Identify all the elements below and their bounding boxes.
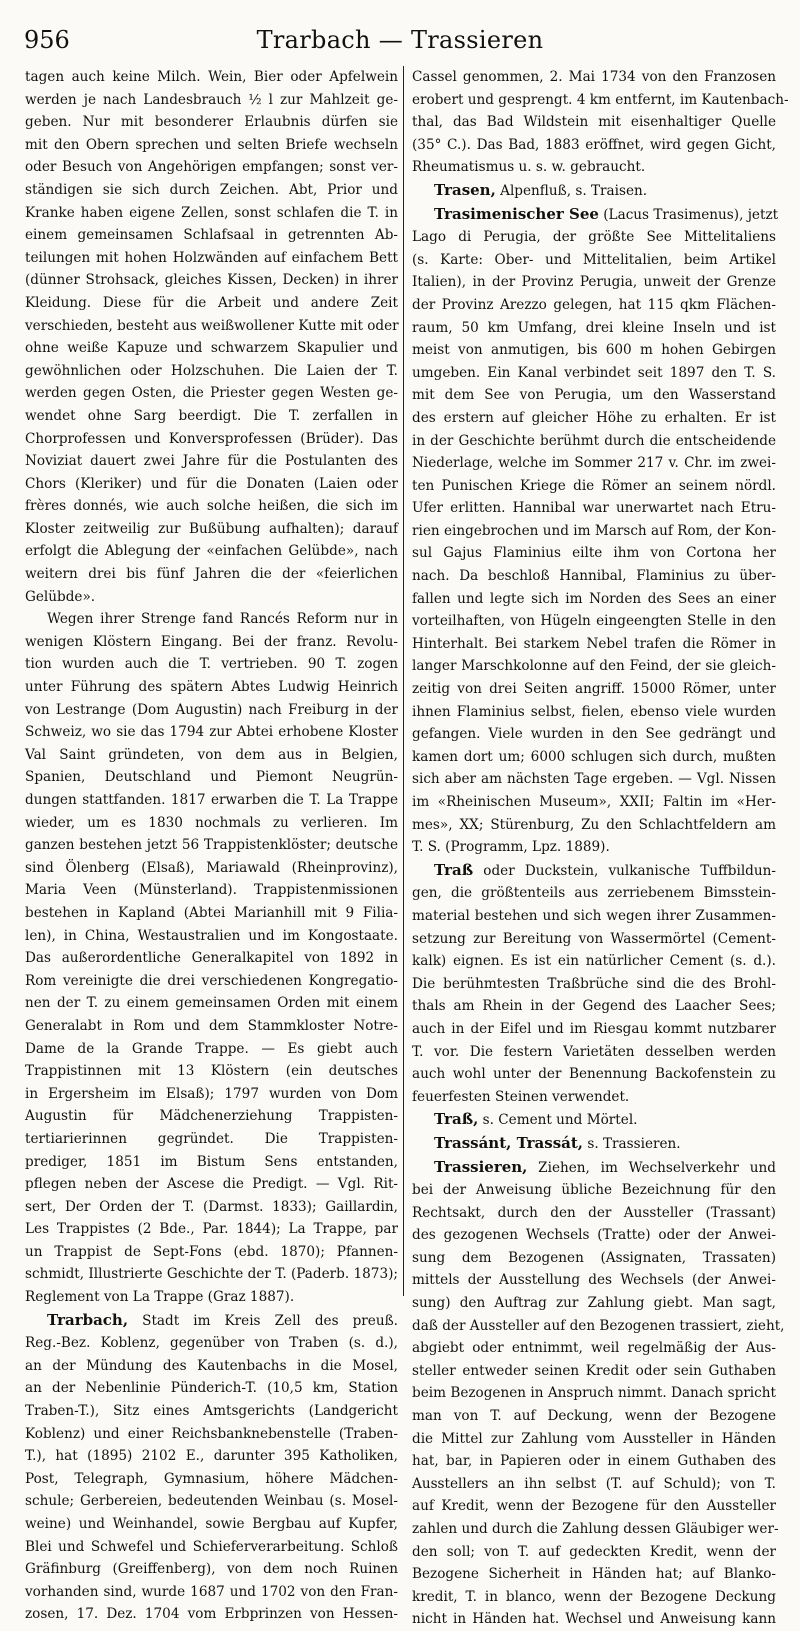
line-text: sul Gajus Flaminius eilte ihm von Cortona her	[412, 545, 776, 562]
line-text: dungen stattfanden. 1817 erwarben die T. La Trappe	[25, 792, 398, 808]
text-line	[25, 111, 398, 134]
line-text: daß der Aussteller auf den Bezogenen trassiert, zieht,	[412, 1317, 785, 1334]
line-text: pflegen neben der Ascese die Predigt. — Vgl. Rit-	[25, 1176, 398, 1193]
text-line	[25, 269, 398, 292]
line-text: an der Mündung des Kautenbachs in die Mosel,	[25, 1357, 398, 1374]
text-line	[25, 292, 398, 315]
line-text: schule; Gerbereien, bedeutenden Weinbau (s. Mosel-	[25, 1493, 398, 1510]
text-line	[412, 156, 776, 179]
text-line	[412, 928, 776, 951]
line-text: weine) und Weinhandel, sowie Bergbau auf Kupfer,	[25, 1516, 398, 1532]
line-text: Lago di Perugia, der größte See Mittelitaliens	[412, 229, 776, 246]
text-line	[412, 905, 776, 928]
line-text: un Trappist de Sept-Fons (ebd. 1870); Pfannen-	[25, 1243, 398, 1260]
text-line	[412, 271, 776, 294]
text-line	[25, 1105, 398, 1128]
line-text: Rechtsakt, durch den der Aussteller (Trassant)	[412, 1204, 776, 1221]
text-line	[25, 1151, 398, 1174]
text-line	[25, 495, 398, 518]
line-text: wenigen Klöstern Eingang. Bei der franz. Revolu-	[25, 633, 398, 650]
text-line	[412, 1450, 776, 1473]
text-line	[412, 882, 776, 905]
line-text: s. Trassieren.	[583, 1135, 681, 1152]
line-text: Generalabt in Rom und dem Stammkloster Notre-	[25, 1017, 398, 1034]
line-text: vorhanden sind, wurde 1687 und 1702 von den Fran-	[25, 1583, 398, 1600]
line-text: zosen, 17. Dez. 1704 vom Erbprinzen von Hessen-	[25, 1606, 398, 1623]
text-line	[25, 766, 398, 789]
line-text: T. S. (Programm, Lpz. 1889).	[412, 839, 610, 856]
text-line	[412, 1405, 776, 1428]
line-text: Hinterhalt. Bei starkem Nebel trafen die Römer in	[412, 635, 776, 652]
text-line	[412, 1247, 776, 1270]
line-text: Die berühmtesten Traßbrüche sind die des Brohl-	[412, 975, 776, 992]
text-line	[412, 1608, 776, 1631]
text-line	[412, 746, 776, 769]
text-line	[412, 475, 776, 498]
text-line	[412, 565, 776, 588]
text-line	[25, 1536, 398, 1559]
page-header	[24, 26, 776, 60]
text-line	[412, 339, 776, 362]
text-line	[25, 179, 398, 202]
text-line	[412, 1586, 776, 1609]
text-line	[25, 1355, 398, 1378]
line-text: (Lacus Trasimenus), jetzt	[598, 206, 779, 223]
text-line	[25, 834, 398, 857]
text-line	[412, 1224, 776, 1247]
line-text: Chorprofessen und Konversprofessen (Brüder). Das	[25, 430, 398, 447]
text-line	[412, 768, 776, 791]
line-text: Kranke haben eigene Zellen, sonst schlafen die T. in	[25, 204, 398, 221]
text-line	[25, 1083, 398, 1106]
line-text: feuerfesten Steinen verwendet.	[412, 1088, 630, 1105]
text-line	[25, 247, 398, 270]
text-line	[25, 608, 398, 631]
text-line	[25, 699, 398, 722]
line-text: sind Ölenberg (Elsaß), Mariawald (Rheinprovinz),	[25, 859, 398, 876]
text-line	[25, 1377, 398, 1400]
line-text: der Provinz Arezzo gelegen, hat 115 qkm Flächen-	[412, 296, 776, 313]
text-line	[25, 925, 398, 948]
text-line	[25, 1263, 398, 1286]
text-line	[412, 407, 776, 430]
text-line	[25, 1218, 398, 1241]
line-text: schmidt, Illustrierte Geschichte der T. (Paderb. 1873);	[25, 1266, 398, 1283]
text-line	[412, 655, 776, 678]
text-line	[25, 1015, 398, 1038]
line-text: Post, Telegraph, Gymnasium, höhere Mädchen-	[25, 1470, 398, 1487]
line-text: ten Punischen Kriege die Römer an seinem nördl.	[412, 477, 776, 494]
line-text: auf Kredit, wenn der Bezogene für den Aussteller	[412, 1498, 776, 1515]
line-text: ganzen bestehen jetzt 56 Trappistenklöster; deutsche	[25, 837, 398, 854]
text-line	[25, 1173, 398, 1196]
line-text: gefangen. Viele wurden in den See gedrängt und	[412, 726, 776, 743]
line-text: gen, die größtenteils aus zerriebenem Bimsstein-	[412, 885, 776, 902]
line-text: langer Marschkolonne auf den Feind, der sie gleich-	[412, 658, 776, 675]
line-text: Les Trappistes (2 Bde., Par. 1844); La Trappe, par	[25, 1221, 398, 1238]
text-line	[25, 518, 398, 541]
headword: Trassieren,	[434, 1157, 528, 1176]
line-text: thal, das Bad Wildstein mit eisenhaltiger Quelle	[412, 114, 776, 131]
line-text: erfolgt die Ablegung der «einfachen Gelübde», nach	[25, 543, 398, 560]
text-line	[25, 473, 398, 496]
line-text: Reglement von La Trappe (Graz 1887).	[25, 1289, 295, 1306]
text-line	[25, 337, 398, 360]
line-text: kamen dort um; 6000 schlugen sich durch, mußten	[412, 748, 776, 765]
line-text: teilungen mit hohen Holzwänden auf einfachem Bett	[25, 249, 398, 266]
line-text: meist von anmutigen, bis 600 m hohen Gebirgen	[412, 342, 776, 359]
text-line	[412, 950, 776, 973]
line-text: kalk) eignen. Es ist ein natürlicher Cement (s. d.).	[412, 953, 776, 970]
text-line	[25, 970, 398, 993]
text-line	[412, 1179, 776, 1202]
text-line	[412, 1360, 776, 1383]
line-text: sung) den Auftrag zur Zahlung giebt. Man sagt,	[412, 1295, 776, 1312]
text-line	[25, 1423, 398, 1446]
headword: Trarbach,	[47, 1310, 129, 1329]
text-line	[412, 362, 776, 385]
line-text: auch wohl unter der Benennung Backofenstein zu	[412, 1066, 776, 1083]
text-line	[25, 1603, 398, 1626]
text-line	[412, 66, 776, 89]
headword: Traß,	[434, 1110, 479, 1129]
line-text: zahlen und durch die Zahlung dessen Gläubiger wer-	[412, 1521, 779, 1537]
text-line	[412, 226, 776, 249]
line-text: nach. Da beschloß Hannibal, Flaminius zu über-	[412, 568, 776, 585]
text-line	[412, 791, 776, 814]
text-line	[25, 1332, 398, 1355]
line-text: beim Bezogenen in Anspruch nimmt. Danach spricht	[412, 1385, 776, 1402]
line-text: oder Duckstein, vulkanische Tuffbildun-	[473, 862, 776, 879]
line-text: Stadt im Kreis Zell des preuß.	[128, 1312, 398, 1329]
text-line	[412, 1541, 776, 1564]
line-text: Ziehen, im Wechselverkehr und	[527, 1159, 776, 1176]
text-line	[25, 360, 398, 383]
line-text: Gelübde».	[25, 588, 96, 605]
line-text: (35° C.). Das Bad, 1883 eröffnet, wird gegen Gicht,	[412, 136, 776, 153]
line-text: Ausstellers an ihn selbst (T. auf Schuld); von T.	[412, 1475, 776, 1492]
text-line	[25, 1468, 398, 1491]
text-line	[25, 1309, 398, 1333]
text-line	[412, 452, 776, 475]
headword: Trasen,	[434, 180, 496, 199]
line-text: Italien), in der Provinz Perugia, unweit der Grenze	[412, 274, 776, 291]
text-line	[25, 631, 398, 654]
text-line	[412, 1518, 779, 1541]
text-line	[25, 66, 398, 89]
line-text: zeitig von drei Seiten angriff. 15000 Römer, unter	[412, 681, 776, 698]
line-text: Ufer erlitten. Hannibal war unerwartet nach Etru-	[412, 500, 776, 517]
text-line	[412, 610, 776, 633]
headword: Traß	[434, 860, 474, 879]
text-line	[412, 1292, 776, 1315]
line-text: T. vor. Die festern Varietäten desselben werden	[412, 1043, 776, 1060]
text-line	[25, 1128, 398, 1151]
line-text: an der Nebenlinie Pünderich-T. (10,5 km, Station	[25, 1380, 398, 1397]
line-text: auch in der Eifel und im Riesgau kommt nutzbarer	[412, 1020, 776, 1037]
line-text: Maria Veen (Münsterland). Trappistenmissionen	[25, 882, 398, 899]
line-text: bestehen in Kapland (Abtei Marianhill mit 9 Filia-	[25, 904, 398, 921]
line-text: unter Führung des spätern Abtes Ludwig Heinrich	[25, 679, 398, 696]
text-line	[412, 1495, 776, 1518]
line-text: ihnen Flaminius selbst, fielen, ebenso viele wurden	[412, 703, 776, 720]
text-line	[25, 134, 398, 157]
text-line	[412, 1063, 776, 1086]
line-text: gewöhnlichen oder Holzschuhen. Die Laien der T.	[25, 362, 398, 379]
line-text: setzung zur Bereitung von Wassermörtel (Cement-	[412, 930, 776, 947]
line-text: Augustin für Mädchenerziehung Trappisten-	[25, 1108, 398, 1125]
text-line	[25, 315, 398, 338]
text-line	[25, 1400, 398, 1423]
text-line	[25, 1241, 398, 1264]
text-line	[412, 1132, 776, 1156]
line-text: sich aber am nächsten Tage ergeben. — Vgl. Nissen	[412, 771, 776, 788]
line-text: Wegen ihrer Strenge fand Rancés Reform nur in	[47, 611, 398, 628]
text-line	[412, 89, 789, 112]
line-text: Rom vereinigte die drei verschiedenen Kongregatio-	[25, 972, 398, 989]
line-text: Niederlage, welche im Sommer 217 v. Chr. im zwei-	[412, 455, 776, 472]
text-line	[25, 676, 398, 699]
text-line	[412, 1269, 776, 1292]
line-text: raum, 50 km Umfang, drei kleine Inseln und ist	[412, 319, 776, 336]
line-text: tagen auch keine Milch. Wein, Bier oder Apfelwein	[25, 69, 398, 85]
text-line	[412, 134, 776, 157]
line-text: Koblenz) und einer Reichsbanknebenstelle (Traben-	[25, 1425, 398, 1442]
text-line	[25, 1286, 398, 1309]
text-line	[412, 1202, 776, 1225]
line-text: in Ergersheim im Elsaß); 1797 wurden von Dom	[25, 1085, 398, 1102]
line-text: man von T. auf Deckung, wenn der Bezogene	[412, 1408, 776, 1425]
text-line	[25, 224, 398, 247]
page-number: 956	[24, 26, 70, 54]
text-line	[25, 428, 398, 451]
line-text: des erstern auf gleicher Höhe zu erhalten. Er ist	[412, 409, 776, 426]
text-line	[412, 1428, 776, 1451]
text-line	[25, 789, 398, 812]
line-text: Trappistinnen mit 13 Klöstern (ein deutsches	[25, 1063, 398, 1080]
text-line	[412, 317, 776, 340]
line-text: geben. Nur mit besonderer Erlaubnis dürfen sie	[25, 114, 398, 131]
line-text: Dame de la Grande Trappe. — Es giebt auch	[25, 1040, 398, 1057]
line-text: Alpenfluß, s. Traisen.	[495, 182, 648, 199]
text-line	[25, 156, 398, 179]
line-text: Blei und Schwefel und Schieferverarbeitung. Schloß	[25, 1538, 398, 1555]
line-text: nicht in Händen hat. Wechsel und Anweisung kann	[412, 1611, 776, 1628]
text-line	[25, 879, 398, 902]
line-text: in der Geschichte berühmt durch die entscheidende	[412, 432, 776, 449]
text-line	[25, 744, 398, 767]
line-text: im «Rheinischen Museum», XXII; Faltin im «Her-	[412, 794, 776, 810]
text-line	[25, 1581, 398, 1604]
line-text: prediger, 1851 im Bistum Sens entstanden,	[25, 1153, 398, 1170]
text-line	[412, 520, 776, 543]
line-text: (s. Karte: Ober- und Mittelitalien, beim Artikel	[412, 251, 776, 268]
text-line	[412, 995, 776, 1018]
text-line	[412, 1337, 776, 1360]
line-text: werden je nach Landesbrauch ½ l zur Mahlzeit ge-	[25, 91, 398, 108]
text-line	[412, 542, 776, 565]
line-text: weitern drei bis fünf Jahren die der «feierlichen	[25, 566, 398, 583]
line-text: ständigen sie sich durch Zeichen. Abt, Prior und	[25, 181, 398, 198]
text-line	[412, 249, 776, 272]
text-line	[412, 294, 776, 317]
column-divider	[403, 66, 404, 1296]
text-line	[412, 701, 776, 724]
text-line	[25, 1060, 398, 1083]
text-line	[25, 947, 398, 970]
line-text: sung dem Bezogenen (Assignaten, Trassaten)	[412, 1249, 776, 1266]
line-text: mittels der Ausstellung des Wechsels (der Anwei-	[412, 1272, 776, 1289]
line-text: von Lestrange (Dom Augustin) nach Freiburg in der	[25, 701, 398, 718]
line-text: Traben-T.), Sitz eines Amtsgerichts (Landgericht	[25, 1403, 398, 1420]
text-line	[412, 836, 776, 859]
text-line	[25, 382, 398, 405]
text-line	[25, 1445, 398, 1468]
text-line	[412, 1108, 776, 1132]
line-text: erobert und gesprengt. 4 km entfernt, im Kautenbach-	[412, 91, 789, 108]
text-line	[25, 202, 398, 225]
line-text: kredit, T. in blanco, wenn der Bezogene Deckung	[412, 1588, 776, 1605]
text-line	[25, 653, 398, 676]
line-text: material bestehen und sich wegen ihrer Zusammen-	[412, 907, 776, 924]
text-line	[412, 1086, 776, 1109]
line-text: fallen und legte sich im Norden des Sees an einer	[412, 590, 776, 607]
line-text: verschieden, besteht aus weißwollener Kutte mit oder	[25, 317, 399, 334]
line-text: werden gegen Osten, die Priester gegen Westen ge-	[25, 385, 398, 402]
text-line	[412, 430, 776, 453]
text-line	[412, 588, 776, 611]
headword: Trasimenischer See	[434, 204, 599, 223]
line-text: den soll; von T. auf gedeckten Kredit, wenn der	[412, 1543, 776, 1560]
text-line	[412, 203, 779, 227]
line-text: nen der T. zu einem gemeinsamen Orden mit einem	[25, 995, 398, 1012]
text-line	[25, 563, 398, 586]
text-line	[412, 384, 776, 407]
line-text: tertiarierinnen gegründet. Die Trappisten-	[25, 1130, 398, 1147]
text-line	[412, 859, 776, 883]
text-line	[412, 678, 776, 701]
text-line	[25, 1196, 398, 1219]
text-line	[25, 812, 398, 835]
line-text: thals am Rhein in der Gegend des Laacher Sees;	[412, 998, 776, 1015]
text-line	[412, 1315, 785, 1338]
line-text: sert, Der Orden der T. (Darmst. 1833); Gaillardin,	[25, 1198, 398, 1215]
line-text: vorteilhaften, von Hügeln eingeengten Stelle in den	[412, 613, 776, 630]
text-line	[412, 723, 776, 746]
running-head: Trarbach — Trassieren	[256, 26, 544, 54]
text-line	[25, 540, 398, 563]
line-text: T.), hat (1895) 2102 E., darunter 395 Katholiken,	[25, 1448, 398, 1465]
text-line	[412, 814, 776, 837]
line-text: Cassel genommen, 2. Mai 1734 von den Franzosen	[412, 69, 776, 85]
line-text: Reg.-Bez. Koblenz, gegenüber von Traben (s. d.),	[25, 1335, 398, 1352]
line-text: Val Saint gründeten, von dem aus in Belgien,	[25, 746, 398, 763]
right-column	[412, 66, 789, 1628]
line-text: Rheumatismus u. s. w. gebraucht.	[412, 159, 646, 176]
text-line	[25, 405, 398, 428]
line-text: Spanien, Deutschland und Piemont Neugrün-	[25, 769, 398, 786]
text-line	[412, 1018, 776, 1041]
text-line	[25, 721, 398, 744]
text-line	[412, 179, 776, 203]
text-line	[25, 992, 398, 1015]
text-line	[25, 902, 398, 925]
text-line	[412, 1041, 776, 1064]
line-text: len), in China, Westaustralien und im Kongostaate.	[25, 927, 398, 944]
headword: Trassánt, Trassát,	[434, 1133, 584, 1152]
text-line	[25, 1490, 398, 1513]
line-text: Das außerordentliche Generalkapitel von 1892 in	[25, 950, 398, 967]
line-text: mit den Obern sprechen und selten Briefe wechseln	[25, 136, 398, 153]
text-line	[412, 1563, 776, 1586]
line-text: mes», XX; Stürenburg, Zu den Schlachtfeldern am	[412, 816, 776, 833]
line-text: s. Cement und Mörtel.	[478, 1112, 638, 1129]
line-text: rien eingebrochen und im Marsch auf Rom, der Kon-	[412, 522, 777, 539]
line-text: bei der Anweisung übliche Bezeichnung für den	[412, 1182, 776, 1199]
line-text: (dünner Strohsack, gleiches Kissen, Decken) in ihrer	[25, 272, 398, 289]
line-text: umgeben. Ein Kanal verbindet seit 1897 den T. S.	[412, 364, 776, 381]
line-text: Kleidung. Diese für die Arbeit und andere Zeit	[25, 294, 398, 311]
line-text: hat, bar, in Papieren oder in einem Guthaben des	[412, 1453, 776, 1470]
line-text: Noviziat dauert zwei Jahre für die Postulanten des	[25, 453, 398, 470]
line-text: frères donnés, wie auch solche heißen, die sich im	[25, 498, 398, 515]
text-line	[25, 1558, 398, 1581]
line-text: abgiebt oder entnimmt, weil regelmäßig der Aus-	[412, 1340, 776, 1357]
text-line	[412, 111, 776, 134]
line-text: Kloster zeitweilig zur Bußübung aufhalten); darauf	[25, 520, 398, 537]
line-text: Bezogene Sicherheit in Händen hat; auf Blanko-	[412, 1566, 776, 1583]
left-column	[25, 66, 399, 1623]
text-line	[412, 1382, 776, 1405]
line-text: des gezogenen Wechsels (Tratte) oder der Anwei-	[412, 1227, 776, 1244]
text-line	[412, 1156, 776, 1180]
line-text: Gräfinburg (Greiffenberg), von dem noch Ruinen	[25, 1561, 398, 1578]
text-line	[25, 586, 398, 609]
line-text: Chors (Kleriker) und für die Donaten (Laien oder	[25, 475, 398, 492]
text-line	[412, 497, 776, 520]
text-line	[25, 857, 398, 880]
text-line	[25, 1513, 398, 1536]
text-line	[412, 633, 776, 656]
text-line	[412, 1473, 776, 1496]
line-text: tion wurden auch die T. vertrieben. 90 T. zogen	[25, 656, 398, 673]
line-text: wieder, um es 1830 nochmals zu verlieren. Im	[25, 814, 398, 831]
line-text: die Mittel zur Zahlung vom Aussteller in Händen	[412, 1430, 776, 1447]
line-text: wendet ohne Sarg beerdigt. Die T. zerfallen in	[25, 407, 398, 424]
line-text: steller entweder seinen Kredit oder sein Guthaben	[412, 1362, 776, 1379]
text-line	[412, 973, 776, 996]
text-line	[25, 1038, 398, 1061]
line-text: Schweiz, wo sie das 1794 zur Abtei erhobene Kloster	[25, 724, 398, 741]
line-text: mit dem See von Perugia, um den Wasserstand	[412, 387, 776, 404]
text-line	[25, 89, 398, 112]
line-text: ohne weiße Kapuze und schwarzem Skapulier und	[25, 340, 398, 357]
line-text: einem gemeinsamen Schlafsaal in getrennten Ab-	[25, 227, 398, 244]
line-text: oder Besuch von Angehörigen empfangen; sonst ver-	[25, 159, 398, 176]
text-line	[25, 450, 398, 473]
